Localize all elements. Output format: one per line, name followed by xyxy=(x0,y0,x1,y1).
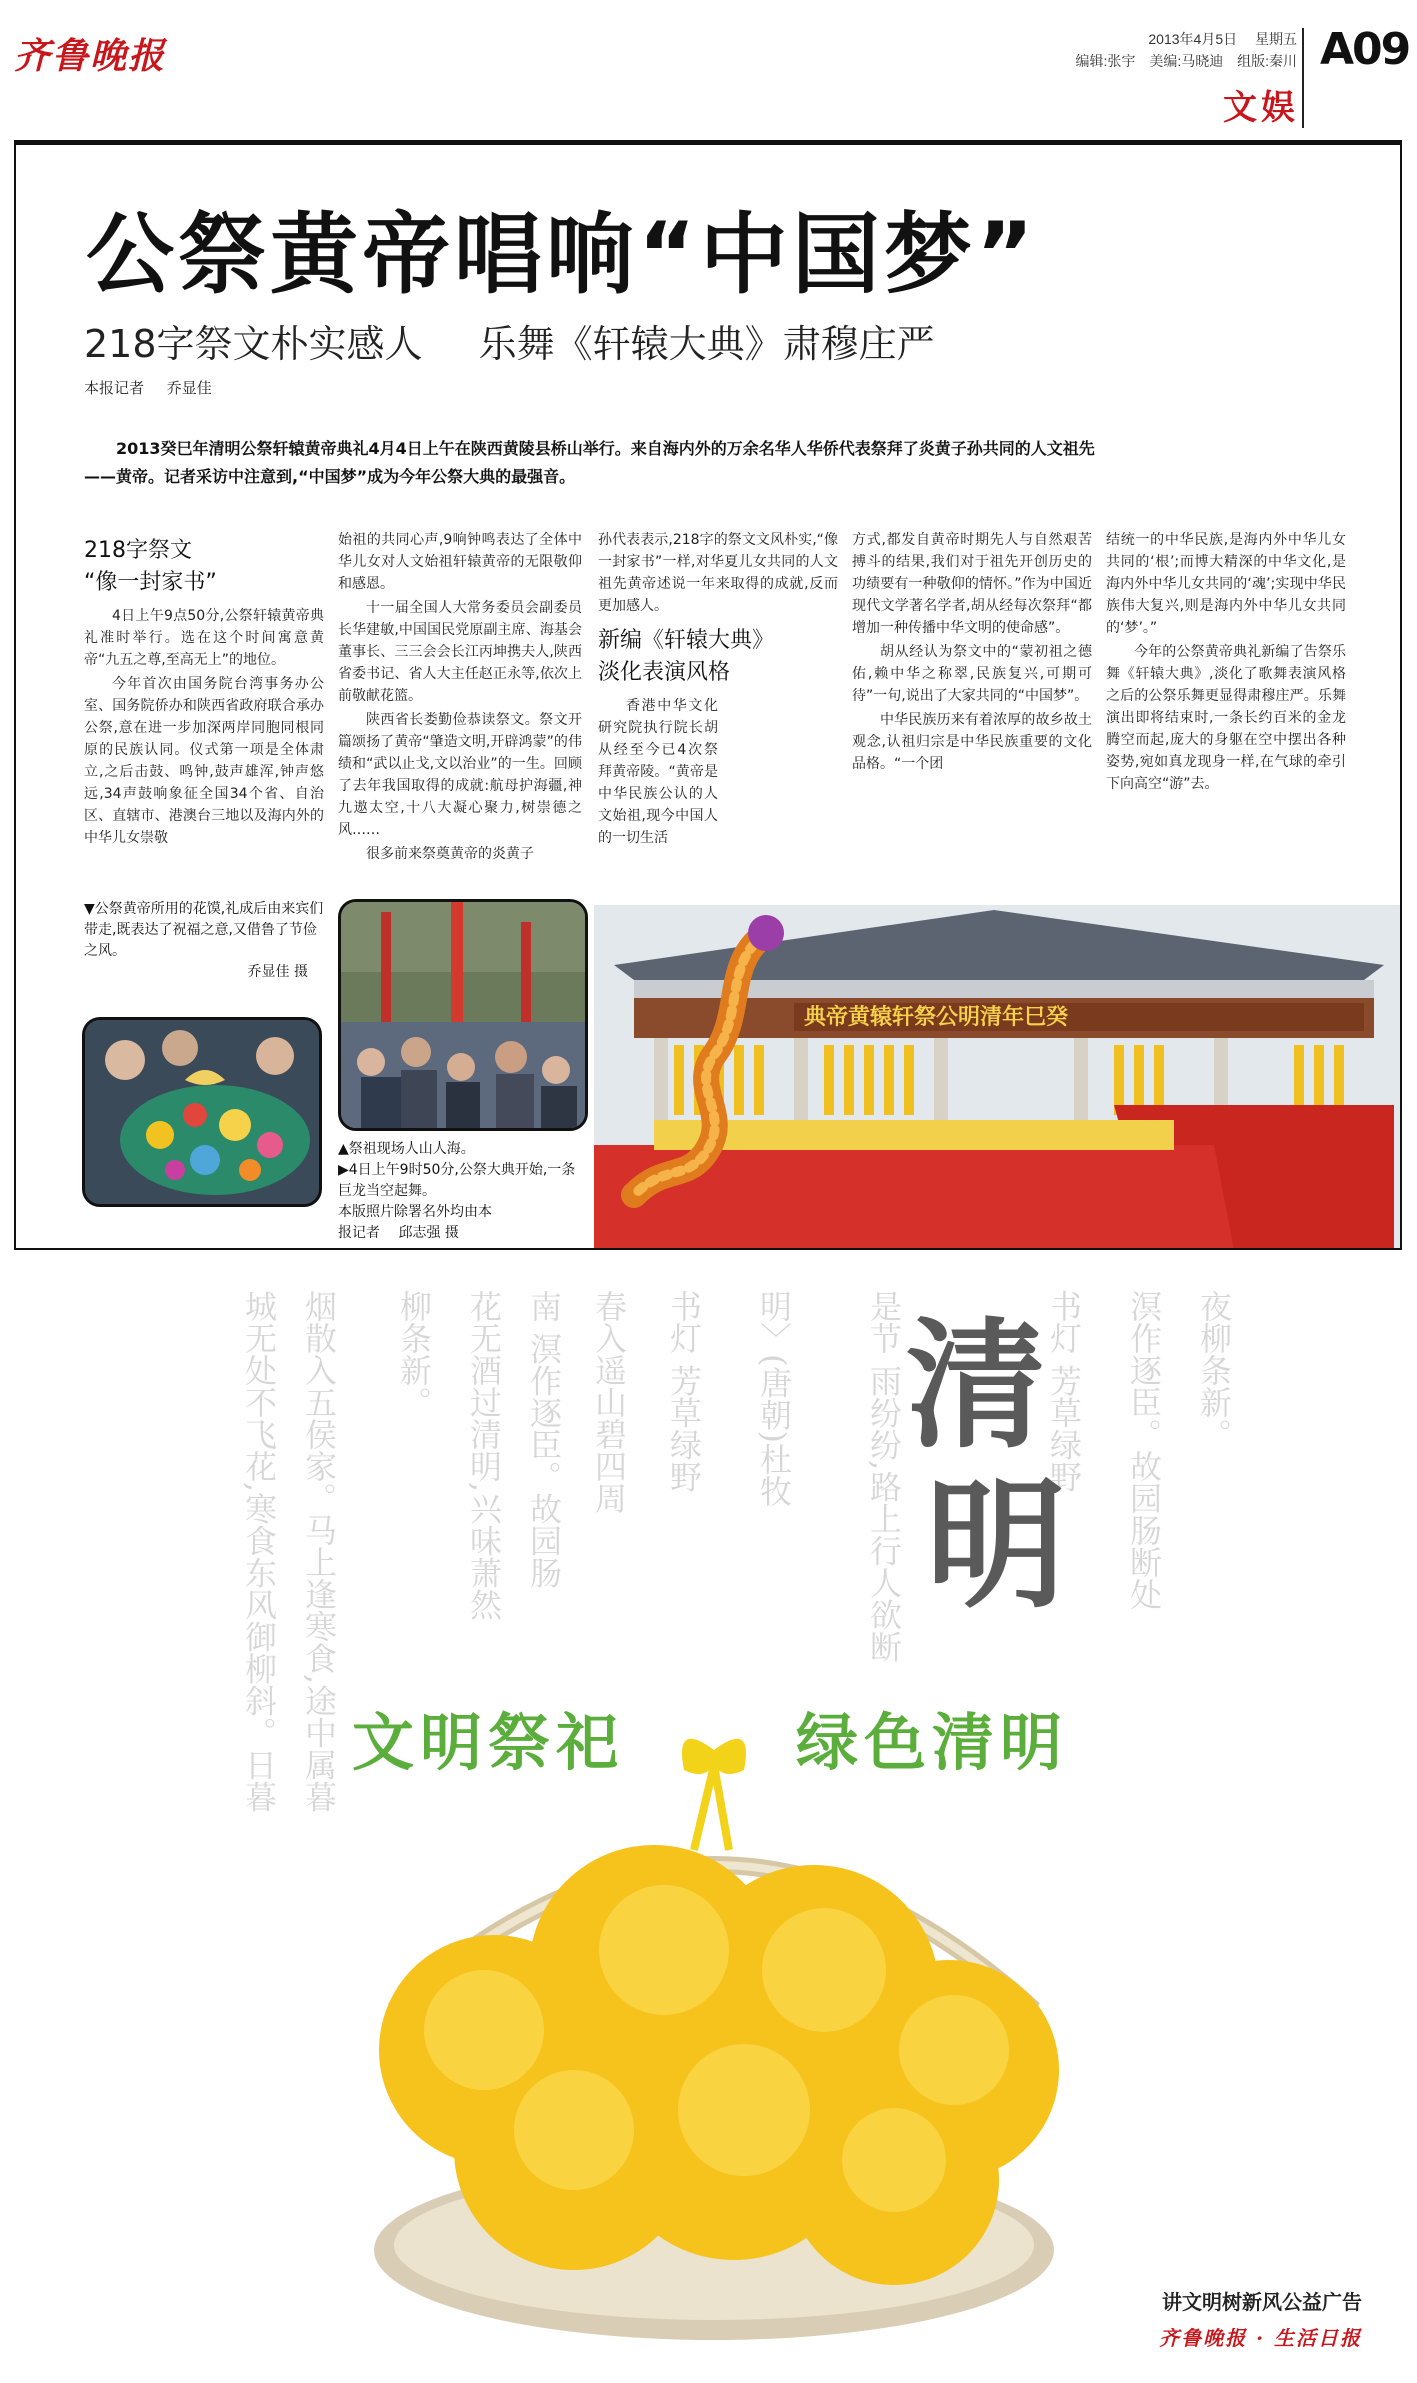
paragraph: 孙代表表示,218字的祭文文风朴实,“像一封家书”一样,对华夏儿女共同的人文祖先黄帝述说一年来取得的成就,反而更加感人。 xyxy=(598,532,838,614)
article-column-4 xyxy=(852,529,1092,777)
poem-column: 春入遥山碧四周 xyxy=(590,1290,628,1514)
poem-column: 夜柳条新。 xyxy=(1195,1290,1233,1450)
paragraph: 今年首次由国务院台湾事务办公室、国务院侨办和陕西省政府联合承办公祭,意在进一步加深两岸同胞同根同原的民族认同。仪式第一项是全体肃立,之后击鼓、鸣钟,鼓声雄浑,钟声悠远,34声鼓响象征全国34个省、自治区、直辖市、港澳台三地以及海内外的中华儿女崇敬 xyxy=(84,676,324,846)
art-editor-credit: 美编:马晓迪 xyxy=(1149,53,1224,69)
section-2-title: 新编《轩辕大典》 xyxy=(598,628,775,653)
poem-column: 是节 雨纷纷,路上行人欲断 xyxy=(865,1290,903,1663)
byline-label: 本报记者 xyxy=(84,379,145,397)
paragraph: 很多前来祭奠黄帝的炎黄子 xyxy=(366,846,534,862)
section-1-subtitle: “像一封家书” xyxy=(84,570,217,595)
poem-column: 溟作逐臣。故园肠断处 xyxy=(1125,1290,1163,1610)
article-frame xyxy=(14,145,1402,1250)
section-heading-1 xyxy=(84,535,324,599)
byline xyxy=(84,377,212,398)
qingming-calligraphy xyxy=(886,1304,1066,1634)
poem-column: 花无酒过清明,兴味萧然 xyxy=(465,1290,503,1621)
issue-date: 2013年4月5日 xyxy=(1148,31,1238,47)
poem-column: 烟散入五侯家。马上逢寒食,途中属暮 xyxy=(300,1290,338,1813)
article-column-1 xyxy=(84,535,324,851)
article-column-5 xyxy=(1106,529,1346,797)
paragraph: 结统一的中华民族,是海内外中华儿女共同的‘根’;而博大精深的中华文化,是海内外中华儿女共同的‘魂’;实现中华民族伟大复兴,则是海内外中华儿女共同的‘梦’。” xyxy=(1106,532,1346,636)
crowd-image xyxy=(341,902,588,1131)
temple-banner-text: 典帝黄辕轩祭公明清年巳癸 xyxy=(804,1004,1069,1030)
poem-column: 柳条新。 xyxy=(395,1290,433,1418)
editor-credit: 编辑:张宇 xyxy=(1075,53,1136,69)
title-char-2: 明 xyxy=(926,1464,1066,1628)
masthead xyxy=(0,0,1417,140)
public-service-ad xyxy=(14,1250,1402,2383)
ceremony-caption xyxy=(338,1139,588,1244)
newspaper-logo: 齐鲁晚报 xyxy=(14,35,167,77)
paragraph: 十一届全国人大常务委员会副委员长华建敏,中国国民党原副主席、海基会董事长、三三会会长江丙坤携夫人,陕西省委书记、省人大主任赵正永等,依次上前敬献花篮。 xyxy=(338,600,582,704)
caption-line: ▲祭祖现场人山人海。 xyxy=(338,1141,475,1157)
paragraph: 今年的公祭黄帝典礼新编了告祭乐舞《轩辕大典》,淡化了歌舞表演风格之后的公祭乐舞更显得肃穆庄严。乐舞演出即将结束时,一条长约百米的金龙腾空而起,庞大的身躯在空中摆出各种姿势,宛如真龙现身一样,在气球的牵引下向高空“游”去。 xyxy=(1106,644,1346,792)
issue-meta xyxy=(1066,28,1297,72)
layout-editor-credit: 组版:秦川 xyxy=(1237,53,1297,69)
subhead-right: 乐舞《轩辕大典》肃穆庄严 xyxy=(478,322,935,366)
paragraph: 胡从经认为祭文中的“蒙初祖之德佑,赖中华之称翠,民族复兴,可期可待”一句,说出了大家共同的“中国梦”。 xyxy=(852,644,1092,704)
poem-column: 南 溟作逐臣。故园肠 xyxy=(525,1290,563,1589)
paragraph: 始祖的共同心声,9响钟鸣表达了全体中华儿女对人文始祖轩辕黄帝的无限敬仰和感恩。 xyxy=(338,532,582,592)
lead-paragraph: 2013癸巳年清明公祭轩辕黄帝典礼4月4日上午在陕西黄陵县桥山举行。来自海内外的万余名华人华侨代表祭拜了炎黄子孙共同的人文祖先——黄帝。记者采访中注意到,“中国梦”成为今年公祭大典的最强音。 xyxy=(84,439,1095,486)
poem-column: 明〉(唐朝)杜牧 xyxy=(755,1290,793,1507)
paragraph: 陕西省长娄勤俭恭读祭文。祭文开篇颂扬了黄帝“肇造文明,开辟鸿蒙”的伟绩和“武以止戈,文以治业”的一生。回顾了去年我国取得的成就:航母护海疆,神九遨太空,十八大凝心聚力,树崇德之风…… xyxy=(338,712,582,838)
subhead-left: 218字祭文朴实感人 xyxy=(84,322,423,366)
paragraph: 4日上午9点50分,公祭轩辕黄帝典礼准时举行。选在这个时间寓意黄帝“九五之尊,至高无上”的地位。 xyxy=(84,608,324,668)
ceremony-photo xyxy=(594,905,1402,1250)
ad-caption: 讲文明树新风公益广告 xyxy=(1162,2290,1362,2314)
poem-column: 书灯 芳草绿野 xyxy=(665,1290,703,1493)
qingming-title xyxy=(886,1304,1066,1634)
title-char-1: 清 xyxy=(906,1304,1047,1468)
photo-credit: 乔显佳 摄 xyxy=(247,964,308,980)
article-column-3 xyxy=(598,529,838,851)
page-number: A09 xyxy=(1320,24,1410,75)
byline-name: 乔显佳 xyxy=(166,379,212,397)
caption-line: ▶4日上午9时50分,公祭大典开始,一条巨龙当空起舞。 xyxy=(338,1162,576,1199)
headline: 公祭黄帝唱响“中国梦” xyxy=(86,203,1038,306)
ceremony-image xyxy=(594,905,1402,1250)
section-heading-2 xyxy=(598,625,838,689)
flower-bun-image xyxy=(85,1020,322,1207)
flower-bun-photo xyxy=(82,1017,322,1207)
section-label: 文娱 xyxy=(1223,88,1299,128)
slogan-left: 文明祭祀 xyxy=(352,1706,625,1779)
caption-text: ▼公祭黄帝所用的花馍,礼成后由来宾们带走,既表达了祝福之意,又借鲁了节俭之风。 xyxy=(84,901,324,959)
ad-sponsors: 齐鲁晚报 · 生活日报 xyxy=(1159,2326,1362,2350)
flower-bun-caption xyxy=(84,899,324,983)
poem-background xyxy=(14,1250,1402,2383)
poem-column: 书灯 芳草绿野 xyxy=(1045,1290,1083,1493)
poem-column: 城无处不飞花,寒食东风御柳斜。日暮 xyxy=(240,1290,278,1813)
paragraph: 方式,都发自黄帝时期先人与自然艰苦搏斗的结果,我们对于祖先开创历史的功绩要有一种敬仰的情怀。”作为中国近现代文学著名学者,胡从经每次祭拜“都增加一种传播中华文明的使命感”。 xyxy=(852,532,1092,636)
paragraph: 中华民族历来有着浓厚的故乡故土观念,认祖归宗是中华民族重要的文化品格。“一个团 xyxy=(852,712,1092,772)
credit-label: 报记者 xyxy=(338,1225,380,1241)
subheadline xyxy=(84,313,935,368)
masthead-divider xyxy=(1302,28,1304,128)
caption-line: 本版照片除署名外均由本 xyxy=(338,1204,492,1220)
section-1-title: 218字祭文 xyxy=(84,538,192,563)
article-column-2 xyxy=(338,529,582,867)
slogan-right: 绿色清明 xyxy=(796,1706,1069,1779)
issue-weekday: 星期五 xyxy=(1255,31,1297,47)
crowd-photo xyxy=(338,899,588,1131)
credit-name: 邱志强 摄 xyxy=(398,1225,459,1241)
photo-credit xyxy=(338,1223,588,1244)
section-2-subtitle: 淡化表演风格 xyxy=(598,660,731,685)
paragraph: 香港中华文化研究院执行院长胡从经至今已4次祭拜黄帝陵。“黄帝是中华民族公认的人文始祖,现今中国人的一切生活 xyxy=(598,698,718,846)
